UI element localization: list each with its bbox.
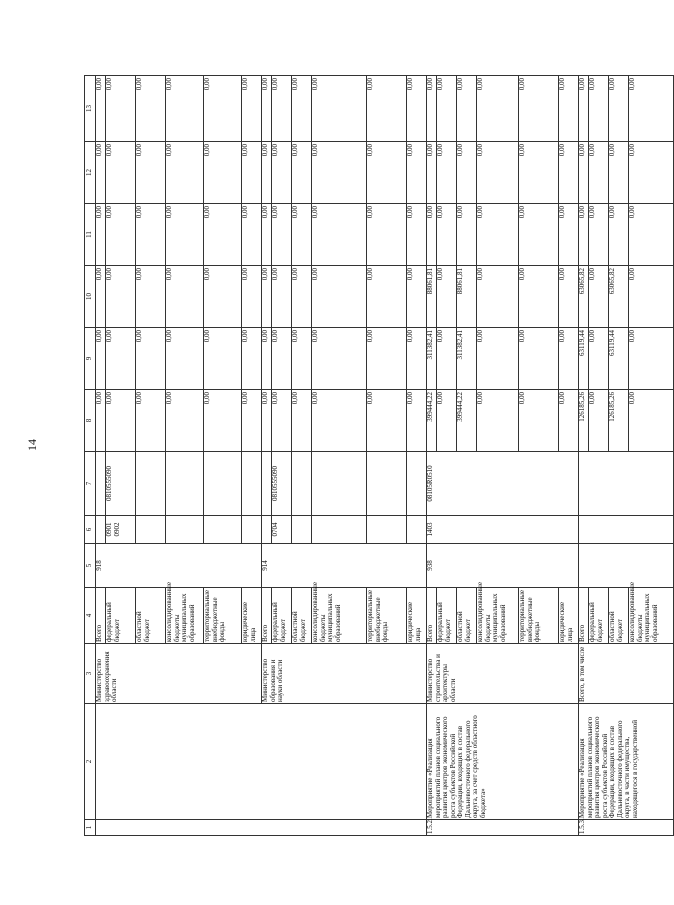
block1-org-2: Министерство образования и науки области <box>262 644 427 704</box>
grbs-cell <box>579 544 674 588</box>
value-cell: 0,00 <box>519 204 559 266</box>
value-cell: 0,00 <box>106 76 136 142</box>
value-cell: 0,00 <box>204 328 242 390</box>
value-cell: 63065,82 <box>579 266 589 328</box>
rz-cell <box>367 516 407 544</box>
rz-cell <box>96 516 106 544</box>
value-cell: 63065,82 <box>609 266 629 328</box>
value-cell: 0,00 <box>136 390 166 452</box>
value-cell: 0,00 <box>519 266 559 328</box>
value-cell: 0,00 <box>262 76 272 142</box>
rz-cell <box>242 516 262 544</box>
block1-name-cell <box>96 704 427 820</box>
value-cell: 0,00 <box>166 204 204 266</box>
value-cell: 0,00 <box>437 204 457 266</box>
source-cell: Всего <box>262 588 272 644</box>
value-cell: 0,00 <box>407 76 427 142</box>
value-cell: 0,00 <box>204 76 242 142</box>
value-cell: 0,00 <box>367 390 407 452</box>
col-header: 5 <box>85 544 96 588</box>
block3-name: Мероприятие «Реализация мероприятий планов социального развития центров экономического роста субъектов Российской Федерации, входящих в состав Дальневосточного федерального округа, в части имущества, находящегося в государственной <box>579 704 674 820</box>
csr-cell <box>312 452 367 516</box>
value-cell: 0,00 <box>437 76 457 142</box>
value-cell: 0,00 <box>96 266 106 328</box>
budget-table-frame <box>84 76 659 836</box>
value-cell: 0,00 <box>559 142 579 204</box>
value-cell: 0,00 <box>166 142 204 204</box>
col-header: 1 <box>85 820 96 836</box>
value-cell: 0,00 <box>407 142 427 204</box>
source-cell: федеральный бюджет <box>272 588 292 644</box>
rotated-table-holder <box>84 76 659 836</box>
value-cell: 0,00 <box>609 204 629 266</box>
value-cell: 0,00 <box>519 76 559 142</box>
csr-cell <box>96 452 106 516</box>
value-cell: 0,00 <box>242 266 262 328</box>
value-cell: 0,00 <box>629 76 674 142</box>
csr-cell <box>407 452 427 516</box>
value-cell: 0,00 <box>407 328 427 390</box>
value-cell: 0,00 <box>106 328 136 390</box>
source-cell: территориальные внебюджетные фонды <box>367 588 407 644</box>
value-cell: 0,00 <box>106 142 136 204</box>
source-cell: консолидированные бюджеты муниципальных образований <box>477 588 519 644</box>
value-cell: 0,00 <box>272 266 292 328</box>
value-cell: 0,00 <box>477 76 519 142</box>
col-header: 8 <box>85 390 96 452</box>
col-header: 4 <box>85 588 96 644</box>
value-cell: 0,00 <box>272 76 292 142</box>
value-cell: 0,00 <box>292 266 312 328</box>
value-cell: 0,00 <box>312 266 367 328</box>
value-cell: 0,00 <box>437 328 457 390</box>
value-cell: 0,00 <box>407 204 427 266</box>
value-cell: 0,00 <box>589 142 609 204</box>
value-cell: 0,00 <box>312 390 367 452</box>
value-cell: 0,00 <box>312 142 367 204</box>
block3-num: 1.5.3. <box>579 820 674 836</box>
value-cell: 88061,81 <box>457 266 477 328</box>
value-cell: 0,00 <box>242 204 262 266</box>
value-cell: 0,00 <box>519 142 559 204</box>
value-cell: 0,00 <box>96 328 106 390</box>
value-cell: 0,00 <box>272 390 292 452</box>
value-cell: 0,00 <box>477 204 519 266</box>
value-cell: 0,00 <box>312 204 367 266</box>
value-cell: 0,00 <box>407 266 427 328</box>
grbs-cell: 914 <box>262 544 427 588</box>
rz-cell <box>312 516 367 544</box>
value-cell: 0,00 <box>242 142 262 204</box>
value-cell: 0,00 <box>559 266 579 328</box>
rz-cell <box>579 516 674 544</box>
csr-cell <box>242 452 262 516</box>
value-cell: 0,00 <box>96 76 106 142</box>
value-cell: 0,00 <box>367 328 407 390</box>
col-header: 12 <box>85 142 96 204</box>
csr-cell <box>262 452 272 516</box>
value-cell: 399444,22 <box>457 390 477 452</box>
value-cell: 0,00 <box>629 390 674 452</box>
value-cell: 63119,44 <box>579 328 589 390</box>
value-cell: 0,00 <box>262 142 272 204</box>
value-cell: 0,00 <box>106 266 136 328</box>
col-header: 6 <box>85 516 96 544</box>
value-cell: 0,00 <box>609 76 629 142</box>
value-cell: 0,00 <box>437 266 457 328</box>
rz-cell <box>136 516 166 544</box>
value-cell: 0,00 <box>589 204 609 266</box>
source-cell: юридические лица <box>559 588 579 644</box>
value-cell: 0,00 <box>477 142 519 204</box>
value-cell: 0,00 <box>106 390 136 452</box>
value-cell: 311382,41 <box>457 328 477 390</box>
value-cell: 0,00 <box>559 328 579 390</box>
source-cell: областной бюджет <box>457 588 477 644</box>
source-cell: консолидированные бюджеты муниципальных образований <box>629 588 674 644</box>
source-cell: областной бюджет <box>136 588 166 644</box>
value-cell: 0,00 <box>136 76 166 142</box>
value-cell: 0,00 <box>136 328 166 390</box>
value-cell: 0,00 <box>272 204 292 266</box>
page-number: 14 <box>25 439 39 451</box>
csr-cell: 0810555090 <box>272 452 292 516</box>
value-cell: 0,00 <box>589 76 609 142</box>
value-cell: 399444,22 <box>427 390 437 452</box>
csr-cell: 0810555090 <box>106 452 136 516</box>
value-cell: 0,00 <box>629 328 674 390</box>
value-cell: 0,00 <box>589 390 609 452</box>
value-cell: 126185,26 <box>609 390 629 452</box>
source-cell: территориальные внебюджетные фонды <box>519 588 559 644</box>
value-cell: 0,00 <box>629 204 674 266</box>
source-cell: Всего <box>579 588 589 644</box>
value-cell: 0,00 <box>242 76 262 142</box>
value-cell: 0,00 <box>457 142 477 204</box>
col-header: 7 <box>85 452 96 516</box>
col-header: 3 <box>85 644 96 704</box>
value-cell: 0,00 <box>96 204 106 266</box>
value-cell: 0,00 <box>242 328 262 390</box>
source-cell: областной бюджет <box>609 588 629 644</box>
col-header: 10 <box>85 266 96 328</box>
source-cell: консолидированные бюджеты муниципальных образований <box>312 588 367 644</box>
value-cell: 0,00 <box>96 390 106 452</box>
value-cell: 0,00 <box>559 390 579 452</box>
value-cell: 0,00 <box>292 76 312 142</box>
csr-cell <box>166 452 204 516</box>
value-cell: 0,00 <box>477 266 519 328</box>
source-cell: федеральный бюджет <box>106 588 136 644</box>
value-cell: 0,00 <box>629 142 674 204</box>
value-cell: 0,00 <box>559 76 579 142</box>
value-cell: 0,00 <box>589 266 609 328</box>
csr-cell <box>292 452 312 516</box>
block3-org: Всего, в том числе <box>579 644 674 704</box>
value-cell: 0,00 <box>242 390 262 452</box>
value-cell: 0,00 <box>519 328 559 390</box>
value-cell: 0,00 <box>292 204 312 266</box>
value-cell: 0,00 <box>292 390 312 452</box>
value-cell: 0,00 <box>477 390 519 452</box>
value-cell: 0,00 <box>579 76 589 142</box>
rz-cell <box>262 516 272 544</box>
table-row <box>427 76 437 836</box>
value-cell: 88061,81 <box>427 266 437 328</box>
source-cell: Всего <box>96 588 106 644</box>
value-cell: 0,00 <box>136 142 166 204</box>
value-cell: 0,00 <box>519 390 559 452</box>
source-cell: юридические лица <box>407 588 427 644</box>
csr-cell: 08105R0510 <box>427 452 579 516</box>
table-row <box>96 76 106 836</box>
source-cell: юридические лица <box>242 588 262 644</box>
rz-cell: 1403 <box>427 516 579 544</box>
table-row <box>579 76 589 836</box>
rz-cell: 0704 <box>272 516 292 544</box>
source-cell: федеральный бюджет <box>589 588 609 644</box>
value-cell: 0,00 <box>312 76 367 142</box>
value-cell: 0,00 <box>477 328 519 390</box>
csr-cell <box>136 452 166 516</box>
value-cell: 0,00 <box>204 142 242 204</box>
budget-table <box>84 75 674 836</box>
value-cell: 0,00 <box>272 328 292 390</box>
value-cell: 0,00 <box>609 142 629 204</box>
value-cell: 0,00 <box>136 266 166 328</box>
value-cell: 0,00 <box>262 328 272 390</box>
value-cell: 0,00 <box>136 204 166 266</box>
value-cell: 0,00 <box>437 390 457 452</box>
block-1-5-3 <box>579 76 674 836</box>
value-cell: 0,00 <box>367 142 407 204</box>
value-cell: 0,00 <box>272 142 292 204</box>
value-cell: 0,00 <box>367 76 407 142</box>
value-cell: 0,00 <box>262 266 272 328</box>
csr-cell <box>579 452 674 516</box>
rz-cell <box>407 516 427 544</box>
value-cell: 0,00 <box>204 266 242 328</box>
value-cell: 0,00 <box>204 204 242 266</box>
value-cell: 0,00 <box>166 76 204 142</box>
rz-cell <box>204 516 242 544</box>
block2-num: 1.5.2. <box>427 820 579 836</box>
rz-cell: 0901 0902 <box>106 516 136 544</box>
grbs-cell: 918 <box>96 544 262 588</box>
value-cell: 0,00 <box>589 328 609 390</box>
value-cell: 126185,26 <box>579 390 589 452</box>
rz-cell <box>166 516 204 544</box>
value-cell: 0,00 <box>457 204 477 266</box>
col-header: 13 <box>85 76 96 142</box>
source-cell: областной бюджет <box>292 588 312 644</box>
column-number-row <box>85 76 96 836</box>
value-cell: 0,00 <box>407 390 427 452</box>
value-cell: 0,00 <box>166 328 204 390</box>
value-cell: 0,00 <box>427 142 437 204</box>
value-cell: 0,00 <box>427 204 437 266</box>
value-cell: 0,00 <box>292 328 312 390</box>
block1-org-1: Министерство здравоохранения области <box>96 644 262 704</box>
value-cell: 0,00 <box>579 204 589 266</box>
source-cell: консолидированные бюджеты муниципальных образований <box>166 588 204 644</box>
value-cell: 0,00 <box>629 266 674 328</box>
value-cell: 0,00 <box>457 76 477 142</box>
value-cell: 0,00 <box>367 204 407 266</box>
value-cell: 0,00 <box>96 142 106 204</box>
value-cell: 0,00 <box>262 390 272 452</box>
value-cell: 0,00 <box>106 204 136 266</box>
grbs-cell: 938 <box>427 544 579 588</box>
value-cell: 0,00 <box>367 266 407 328</box>
value-cell: 0,00 <box>204 390 242 452</box>
value-cell: 0,00 <box>166 266 204 328</box>
value-cell: 311382,41 <box>427 328 437 390</box>
block1-num-cell <box>96 820 427 836</box>
col-header: 9 <box>85 328 96 390</box>
source-cell: Всего <box>427 588 437 644</box>
block-continued <box>96 76 427 836</box>
block2-name: Мероприятие «Реализация мероприятий планов социального развития центров экономического роста субъектов Российской Федерации, входящих в состав Дальневосточного федерального округа, за счет средств областного бюджета» <box>427 704 579 820</box>
value-cell: 0,00 <box>579 142 589 204</box>
block2-org: Министерство строительства и архитектуры области <box>427 644 579 704</box>
source-cell: территориальные внебюджетные фонды <box>204 588 242 644</box>
csr-cell <box>204 452 242 516</box>
value-cell: 63119,44 <box>609 328 629 390</box>
col-header: 11 <box>85 204 96 266</box>
col-header: 2 <box>85 704 96 820</box>
value-cell: 0,00 <box>262 204 272 266</box>
value-cell: 0,00 <box>427 76 437 142</box>
value-cell: 0,00 <box>312 328 367 390</box>
value-cell: 0,00 <box>292 142 312 204</box>
rz-cell <box>292 516 312 544</box>
source-cell: федеральный бюджет <box>437 588 457 644</box>
block-1-5-2 <box>427 76 579 836</box>
csr-cell <box>367 452 407 516</box>
value-cell: 0,00 <box>437 142 457 204</box>
value-cell: 0,00 <box>166 390 204 452</box>
value-cell: 0,00 <box>559 204 579 266</box>
